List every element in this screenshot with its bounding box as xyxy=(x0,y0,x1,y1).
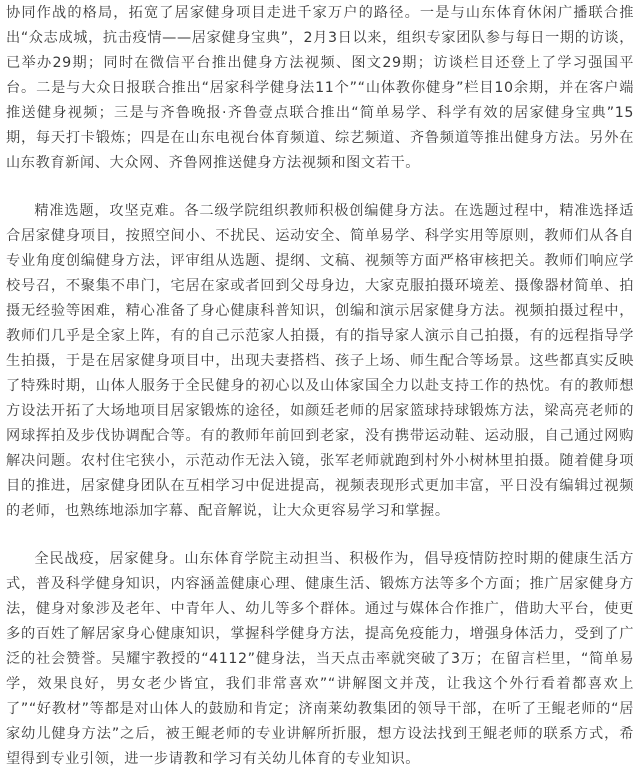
paragraph-spacer xyxy=(6,176,634,199)
paragraph-spacer xyxy=(6,524,634,547)
paragraph-cooperation: 协同作战的格局，拓宽了居家健身项目走进千家万户的路径。一是与山东体育休闲广播联合推出“众志成城，抗击疫情——居家健身宝典”，2月3日以来，组织专家团队参与每日一期的访谈，已举办29期；同时在微信平台推出健身方法视频、图文29期；访谈栏目还登上了学习强国平台。二是与大众日报联合推出“居家科学健身法11个”“山体教你健身”栏目10余期，并在客户端推送健身视频；三是与齐鲁晚报·齐鲁壹点联合推出“简单易学、科学有效的居家健身宝典”15期，每天打卡锻炼；四是在山东电视台体育频道、综艺频道、齐鲁频道等推出健身方法。另外在山东教育新闻、大众网、齐鲁网推送健身方法视频和图文若干。 xyxy=(6,5,634,171)
paragraph-precise-topics: 精准选题，攻坚克难。各二级学院组织教师积极创编健身方法。在选题过程中，精准选择适合居家健身项目，按照空间小、不扰民、运动安全、简单易学、科学实用等原则，教师们从各自专业角度创编健身方法，评审组从选题、提纲、文稿、视频等方面严格审核把关。教师们响应学校号召，不聚集不串门，宅居在家或者回到父母身边，大家克服拍摄环境差、摄像器材简单、拍摄无经验等困难，精心准备了身心健康科普知识，创编和演示居家健身方法。视频拍摄过程中，教师们几乎是全家上阵，有的自己示范家人拍摄，有的指导家人演示自己拍摄，有的远程指导学生拍摄，于是在居家健身项目中，出现夫妻搭档、孩子上场、师生配合等场景。这些都真实反映了特殊时期，山体人服务于全民健身的初心以及山体家国全力以赴支持工作的热忱。有的教师想方设法开拓了大场地项目居家锻炼的途径，如颜廷老师的居家篮球持球锻炼方法，梁高亮老师的网球挥拍及步伐协调配合等。有的教师年前回到老家，没有携带运动鞋、运动服，自己通过网购解决问题。农村住宅狭小，示范动作无法入镜，张军老师就跑到村外小树林里拍摄。随着健身项目的推进，居家健身团队在互相学习中促进提高，视频表现形式更加丰富，平日没有编辑过视频的老师，也熟练地添加字幕、配音解说，让大众更容易学习和掌握。 xyxy=(6,203,634,519)
paragraph-home-fitness: 全民战疫，居家健身。山东体育学院主动担当、积极作为，倡导疫情防控时期的健康生活方式，普及科学健身知识，内容涵盖健康心理、健康生活、锻炼方法等多个方面；推广居家健身方法，健身对象涉及老年、中青年人、幼儿等多个群体。通过与媒体合作推广，借助大平台，使更多的百姓了解居家身心健康知识，掌握科学健身方法，提高免疫能力，增强身体活力，受到了广泛的社会赞誉。吴耀宇教授的“4112”健身法，当天点击率就突破了3万；在留言栏里，“简单易学，效果良好，男女老少皆宜，我们非常喜欢”“讲解图文并茂，让我这个外行看着都喜欢上了”“好教材”等都是对山体人的鼓励和肯定；济南莱幼教集团的领导干部，在听了王鲲老师的“居家幼儿健身方法”之后，被王鲲老师的专业讲解所折服，想方设法找到王鲲老师的联系方式，希望得到专业引领，进一步请教和学习有关幼儿体育的专业知识。 xyxy=(6,551,634,767)
